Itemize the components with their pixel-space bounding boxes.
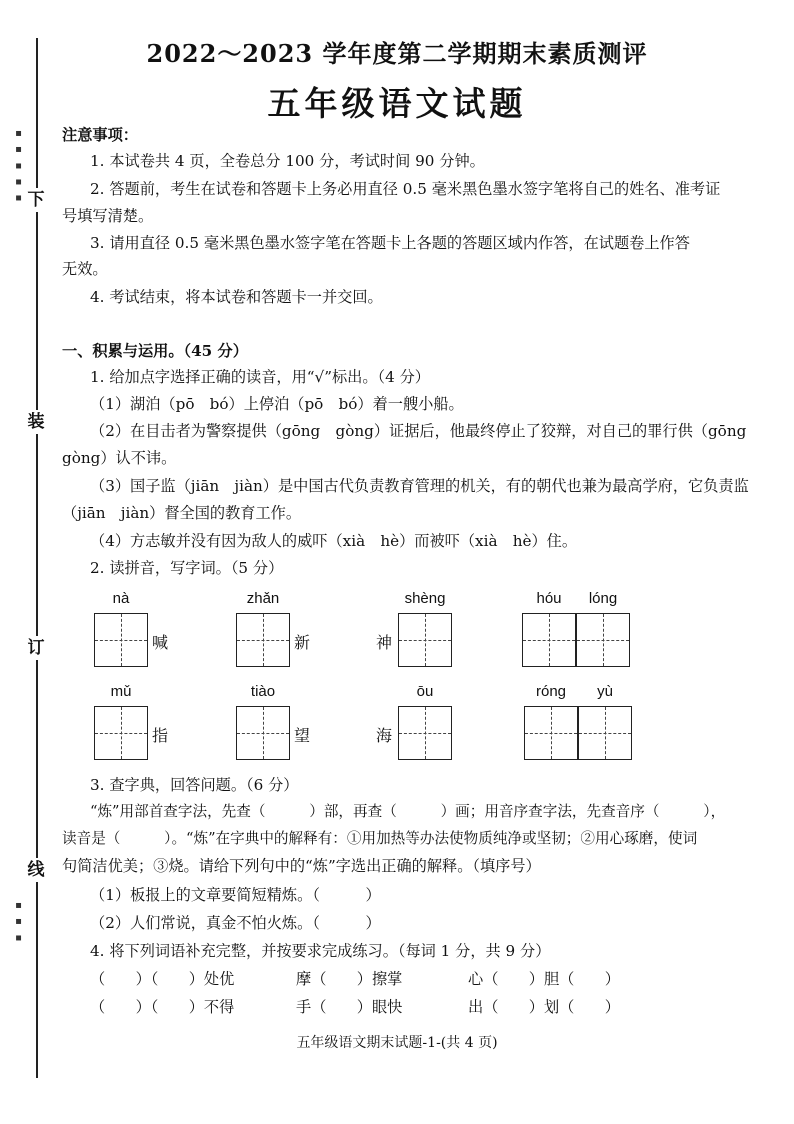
question-line: gòng）认不讳。 — [62, 449, 177, 467]
notice-item: 2. 答题前，考生在试卷和答题卡上务必用直径 0.5 毫米黑色墨水签字笔将自己的姓名、准考证 — [90, 180, 721, 198]
idiom-blank[interactable]: （ ）（ ）处优 — [90, 970, 235, 988]
idiom-blank[interactable]: （ ）（ ）不得 — [90, 998, 235, 1016]
question-title: 3. 查字典，回答问题。（6 分） — [90, 776, 299, 794]
notice-item: 3. 请用直径 0.5 毫米黑色墨水签字笔在答题卡上各题的答题区域内作答，在试题卷上作答 — [90, 234, 690, 252]
pinyin-label: tiào — [250, 683, 276, 700]
writing-box[interactable] — [578, 706, 632, 760]
question-title: 1. 给加点字选择正确的读音，用“√”标出。（4 分） — [90, 368, 430, 386]
pinyin-label: ōu — [416, 683, 434, 700]
writing-box[interactable] — [524, 706, 578, 760]
word-suffix: 新 — [294, 633, 311, 652]
notice-heading: 注意事项： — [62, 126, 138, 144]
pinyin-label: lóng — [588, 590, 618, 607]
pinyin-label: nà — [112, 590, 130, 607]
pinyin-label: mǔ — [110, 683, 132, 700]
idiom-blank[interactable]: 心（ ）胆（ ） — [468, 970, 620, 988]
pinyin-label: yù — [597, 683, 613, 700]
section-heading: 一、积累与运用。（45 分） — [62, 342, 248, 360]
question-title: 2. 读拼音，写字词。（5 分） — [90, 559, 284, 577]
question-line: （2）人们常说，真金不怕火炼。（ ） — [90, 914, 381, 932]
binding-char-xian: 线 — [24, 858, 48, 882]
idiom-blank[interactable]: 摩（ ）擦掌 — [296, 970, 403, 988]
writing-box[interactable] — [398, 613, 452, 667]
pinyin-label: shèng — [404, 590, 446, 607]
question-line: 读音是（ ）。“炼”在字典中的解释有：①用加热等办法使物质纯净或坚韧；②用心琢磨，使词 — [62, 830, 698, 847]
question-line: （2）在目击者为警察提供（gōng gòng）证据后，他最终停止了狡辩，对自己的罪行供（gōng — [90, 422, 747, 440]
notice-item: 号填写清楚。 — [62, 207, 154, 225]
page-title: 五年级语文试题 — [267, 84, 527, 123]
pinyin-label: zhǎn — [246, 590, 280, 607]
word-prefix: 海 — [376, 726, 393, 745]
question-line: （jiān jiàn）督全国的教育工作。 — [62, 504, 302, 522]
question-line: （4）方志敏并没有因为敌人的威吓（xià hè）而被吓（xià hè）住。 — [90, 532, 578, 550]
writing-box[interactable] — [236, 613, 290, 667]
notice-item: 1. 本试卷共 4 页，全卷总分 100 分，考试时间 90 分钟。 — [90, 152, 485, 170]
margin-stamp: ▪ ▪ ▪ ▪ ▪ — [13, 128, 24, 205]
binding-char-ding: 订 — [24, 636, 48, 660]
question-line: “炼”用部首查字法，先查（ ）部，再查（ ）画；用音序查字法，先查音序（ ）， — [90, 803, 726, 820]
question-line: 句简洁优美；③烧。请给下列句中的“炼”字选出正确的解释。（填序号） — [62, 857, 541, 875]
margin-stamp-bottom: ▪ ▪ ▪ — [13, 900, 24, 945]
binding-char-zhuang: 装 — [24, 410, 48, 434]
word-suffix: 喊 — [152, 633, 169, 652]
notice-item: 4. 考试结束，将本试卷和答题卡一并交回。 — [90, 288, 383, 306]
idiom-blank[interactable]: 手（ ）眼快 — [296, 998, 403, 1016]
word-suffix: 望 — [294, 726, 311, 745]
writing-box[interactable] — [236, 706, 290, 760]
writing-box[interactable] — [94, 613, 148, 667]
notice-item: 无效。 — [62, 260, 108, 278]
page-footer: 五年级语文期末试题-1-(共 4 页) — [296, 1035, 498, 1051]
binding-char-xia: 下 — [24, 188, 48, 212]
question-line: （1）湖泊（pō bó）上停泊（pō bó）着一艘小船。 — [90, 395, 464, 413]
word-suffix: 指 — [152, 726, 169, 745]
pinyin-label: hóu — [536, 590, 562, 607]
exam-header: 2022～2023 学年度第二学期期末素质测评 — [146, 39, 648, 68]
word-prefix: 神 — [376, 633, 393, 652]
question-line: （3）国子监（jiān jiàn）是中国古代负责教育管理的机关，有的朝代也兼为最高学府，它负责监 — [90, 477, 749, 495]
writing-box[interactable] — [522, 613, 576, 667]
writing-box[interactable] — [576, 613, 630, 667]
writing-box[interactable] — [94, 706, 148, 760]
writing-box[interactable] — [398, 706, 452, 760]
pinyin-label: róng — [535, 683, 567, 700]
question-title: 4. 将下列词语补充完整，并按要求完成练习。（每词 1 分，共 9 分） — [90, 942, 551, 960]
question-line: （1）板报上的文章要简短精炼。（ ） — [90, 886, 381, 904]
idiom-blank[interactable]: 出（ ）划（ ） — [468, 998, 620, 1016]
